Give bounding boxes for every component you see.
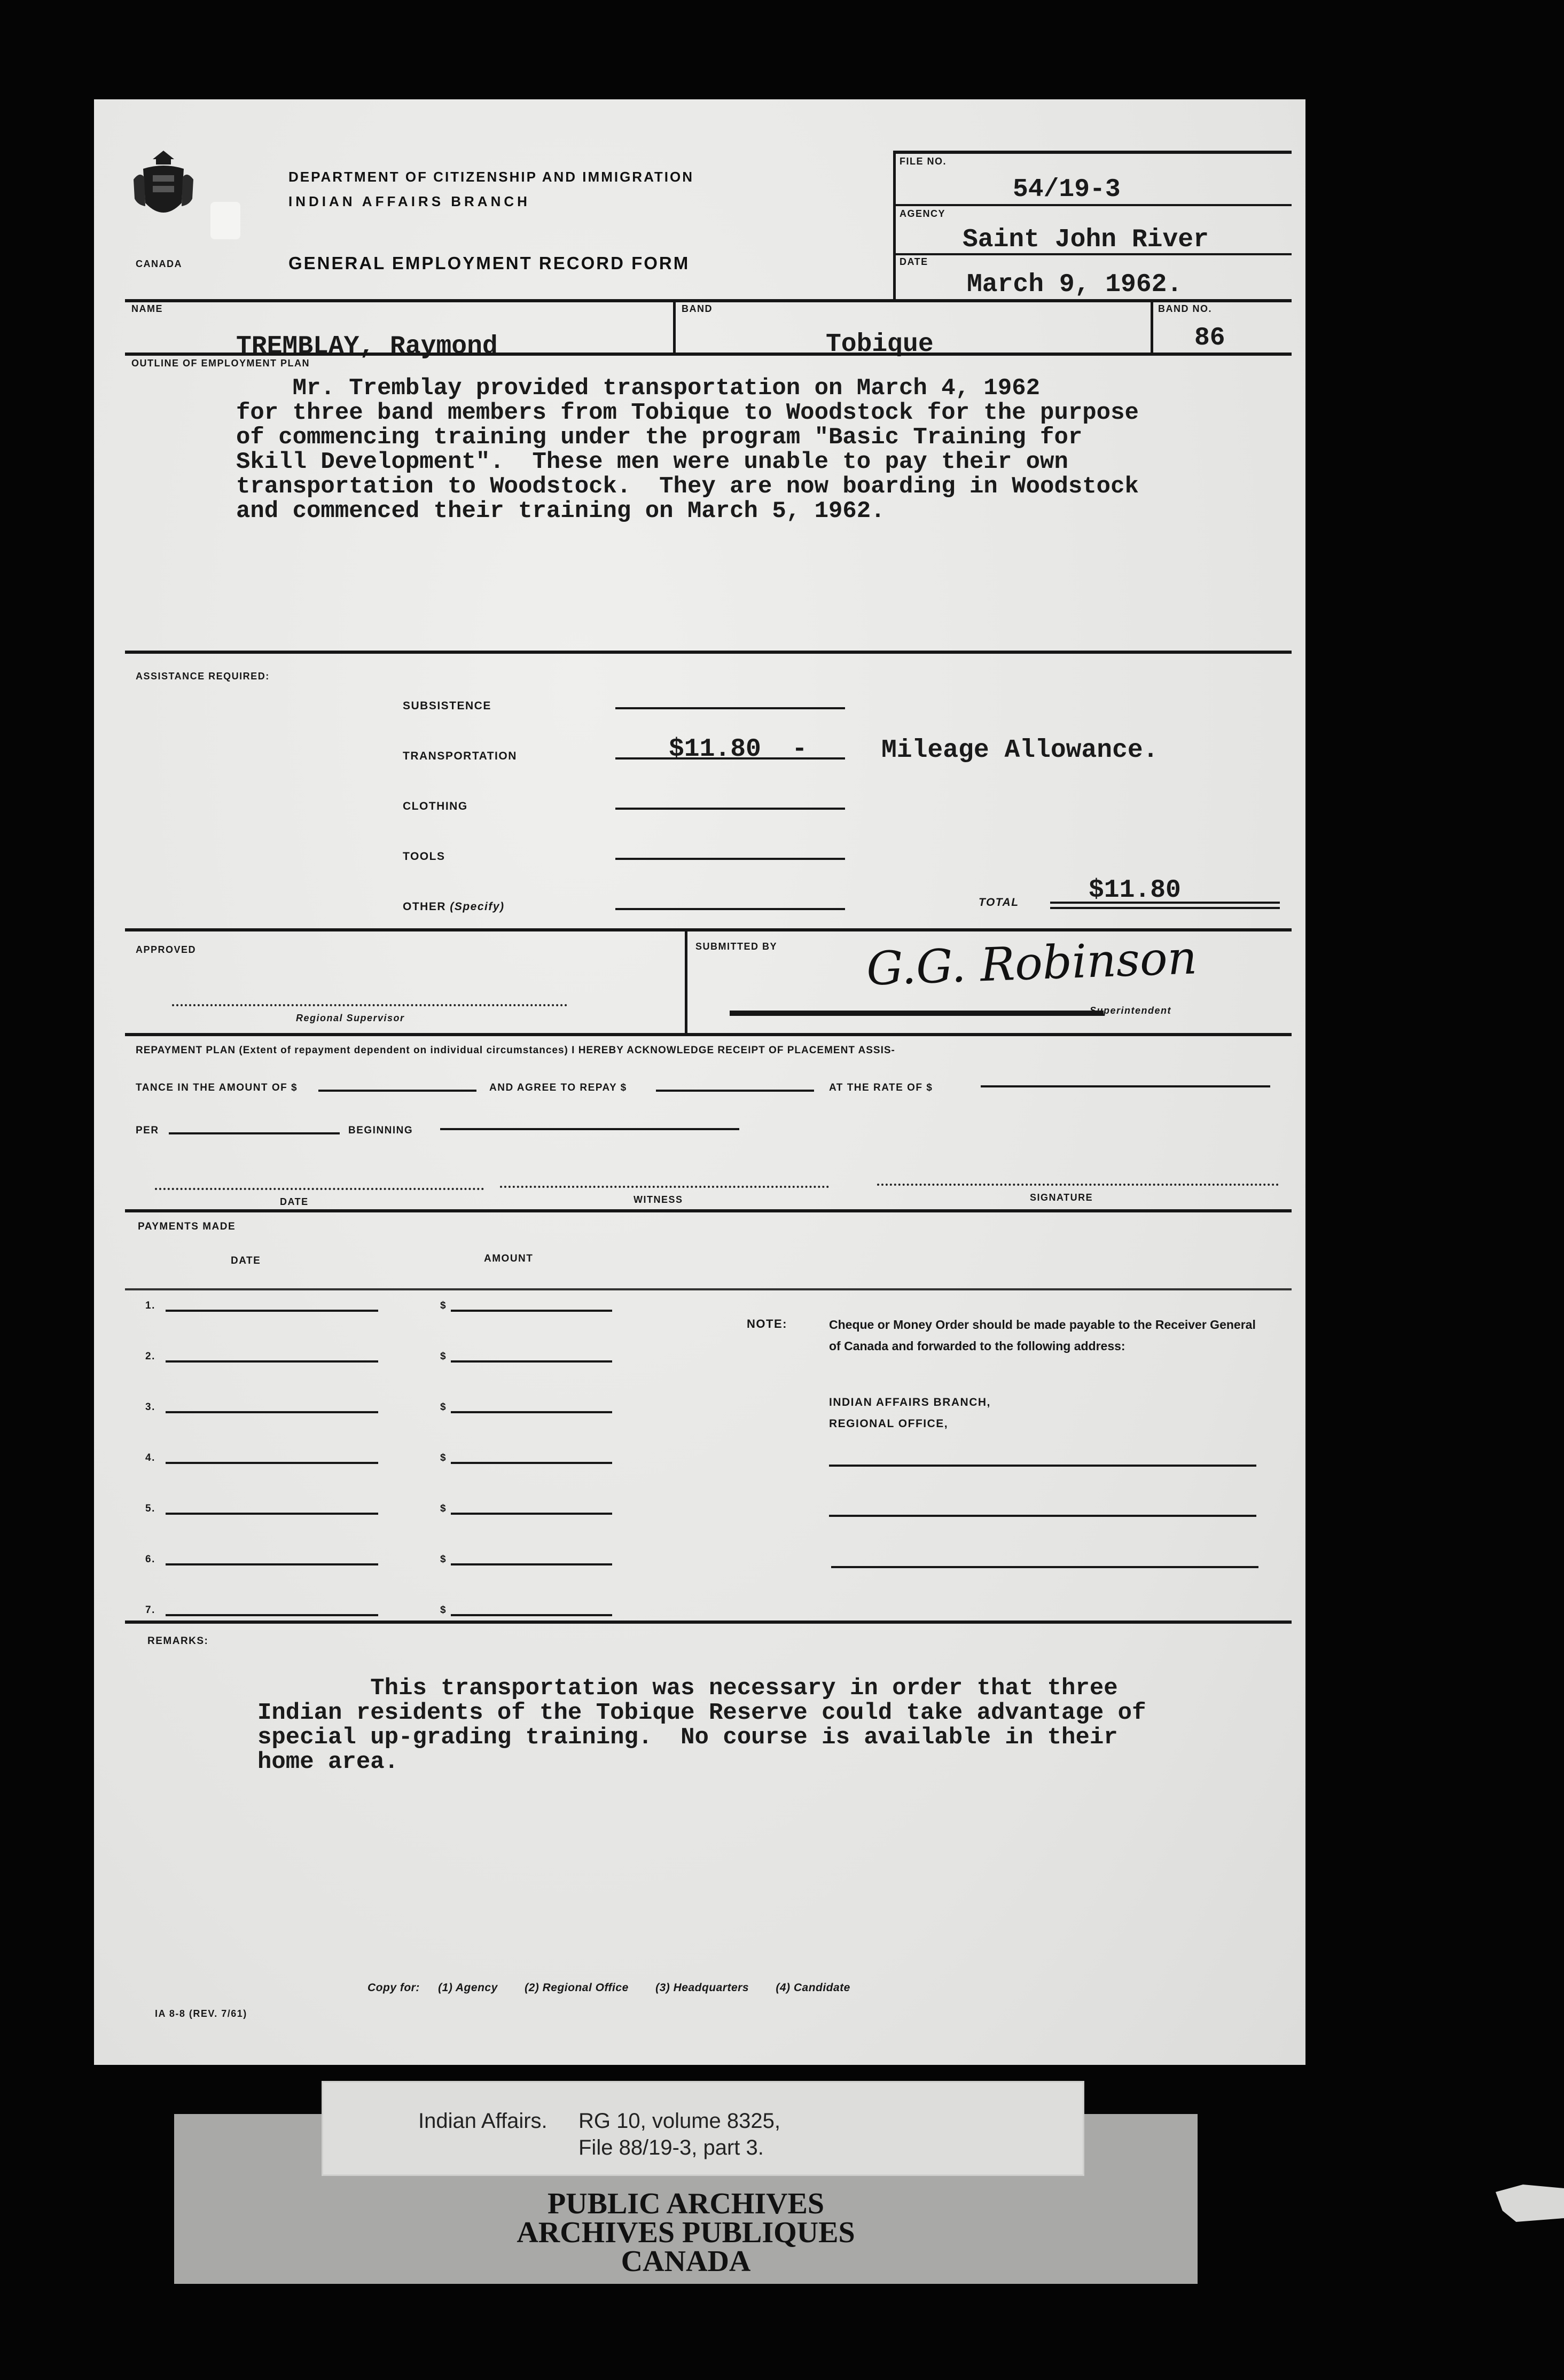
payment-amount-line bbox=[451, 1563, 612, 1565]
repayment-beginning-label: BEGINNING bbox=[348, 1125, 413, 1136]
plan-line: Skill Development". These men were unable to pay their own bbox=[236, 449, 1068, 475]
plan-line: for three band members from Tobique to Woodstock for the purpose bbox=[236, 400, 1139, 426]
agency-label: AGENCY bbox=[900, 208, 946, 219]
file-no-rule bbox=[893, 204, 1292, 206]
payment-row-number: 7. bbox=[145, 1604, 155, 1616]
film-edge-fragment bbox=[1496, 2185, 1564, 2222]
payment-date-line bbox=[166, 1360, 378, 1363]
repayment-plan-text: REPAYMENT PLAN (Extent of repayment dependent on individual circumstances) I HEREBY ACKNOWLEDGE RECEIPT OF PLACEMENT ASSIS- bbox=[136, 1045, 895, 1056]
remarks-top-rule bbox=[125, 1620, 1292, 1624]
employment-record-form bbox=[94, 99, 1305, 2065]
form-title: GENERAL EMPLOYMENT RECORD FORM bbox=[288, 253, 690, 273]
payment-amount-line bbox=[451, 1360, 612, 1363]
employment-plan-label: OUTLINE OF EMPLOYMENT PLAN bbox=[131, 358, 310, 369]
employment-plan-text bbox=[236, 376, 1139, 523]
archive-label-fonds: Indian Affairs. bbox=[418, 2109, 548, 2133]
regional-supervisor-label: Regional Supervisor bbox=[296, 1013, 405, 1023]
approval-divider bbox=[685, 928, 687, 1033]
remarks-line: home area. bbox=[257, 1749, 399, 1775]
assistance-top-rule bbox=[125, 651, 1292, 654]
payment-amount-line bbox=[451, 1614, 612, 1616]
remarks-line: This transportation was necessary in order that three bbox=[257, 1675, 1118, 1702]
payment-row-number: 6. bbox=[145, 1554, 155, 1565]
agency-value: Saint John River bbox=[963, 225, 1209, 254]
copy-agency: (1) Agency bbox=[438, 1982, 498, 1994]
payment-row-number: 4. bbox=[145, 1452, 155, 1463]
other-label-text: OTHER bbox=[403, 901, 446, 913]
payment-dollar-sign: $ bbox=[440, 1503, 447, 1514]
repayment-witness-label: WITNESS bbox=[634, 1194, 683, 1205]
repayment-beginning-line bbox=[440, 1128, 739, 1130]
repayment-signature-line bbox=[877, 1184, 1279, 1186]
archive-label-file: File 88/19-3, part 3. bbox=[578, 2136, 764, 2159]
repayment-date-line bbox=[155, 1188, 484, 1190]
payments-made-label: PAYMENTS MADE bbox=[138, 1221, 236, 1232]
payment-date-line bbox=[166, 1411, 378, 1413]
total-label: TOTAL bbox=[979, 896, 1019, 909]
payment-date-line bbox=[166, 1513, 378, 1515]
transportation-note: Mileage Allowance. bbox=[881, 736, 1159, 765]
subsistence-line bbox=[615, 707, 845, 709]
address-line-3 bbox=[831, 1566, 1258, 1568]
repayment-date-label: DATE bbox=[280, 1196, 309, 1207]
payment-row-number: 3. bbox=[145, 1402, 155, 1413]
repayment-agree-label: AND AGREE TO REPAY $ bbox=[489, 1082, 627, 1093]
remarks-label: REMARKS: bbox=[147, 1635, 209, 1647]
total-value: $11.80 bbox=[1089, 876, 1181, 905]
agency-rule bbox=[893, 253, 1292, 255]
plan-line: transportation to Woodstock. They are now boarding in Woodstock bbox=[236, 473, 1139, 500]
remarks-line: Indian residents of the Tobique Reserve could take advantage of bbox=[257, 1700, 1146, 1726]
payment-row-number: 2. bbox=[145, 1351, 155, 1362]
other-label bbox=[403, 901, 505, 913]
repayment-amount-line bbox=[318, 1090, 476, 1092]
archive-label-volume: RG 10, volume 8325, bbox=[578, 2109, 780, 2133]
payments-date-column: DATE bbox=[231, 1255, 261, 1266]
file-box-top-rule bbox=[893, 151, 1292, 154]
repayment-signature-label: SIGNATURE bbox=[1030, 1192, 1093, 1203]
clothing-line bbox=[615, 808, 845, 810]
repayment-top-rule bbox=[125, 1033, 1292, 1036]
address-line-2 bbox=[829, 1515, 1256, 1517]
approved-label: APPROVED bbox=[136, 944, 197, 955]
note-address-line1: INDIAN AFFAIRS BRANCH, bbox=[829, 1396, 991, 1408]
plan-line: Mr. Tremblay provided transportation on March 4, 1962 bbox=[236, 375, 1041, 402]
remarks-line: special up-grading training. No course is available in their bbox=[257, 1724, 1118, 1751]
band-divider bbox=[673, 299, 676, 353]
payment-dollar-sign: $ bbox=[440, 1351, 447, 1362]
name-row-top-rule bbox=[125, 299, 1292, 302]
other-line bbox=[615, 908, 845, 910]
transportation-line bbox=[615, 757, 845, 760]
regional-supervisor-line bbox=[172, 1004, 567, 1006]
form-number: IA 8-8 (REV. 7/61) bbox=[155, 2008, 247, 2019]
assistance-label: ASSISTANCE REQUIRED: bbox=[136, 671, 270, 682]
copy-headquarters: (3) Headquarters bbox=[655, 1982, 749, 1994]
paper-tag bbox=[210, 202, 240, 239]
tools-label: TOOLS bbox=[403, 850, 445, 863]
copy-for-label: Copy for: bbox=[367, 1982, 420, 1994]
band-no-value: 86 bbox=[1194, 324, 1225, 353]
repayment-per-line bbox=[169, 1132, 340, 1134]
transportation-value: $11.80 - bbox=[669, 735, 808, 764]
band-no-label: BAND NO. bbox=[1158, 303, 1212, 314]
payment-amount-line bbox=[451, 1513, 612, 1515]
plan-line: and commenced their training on March 5, 1962. bbox=[236, 498, 885, 524]
total-line bbox=[1050, 902, 1280, 904]
archive-reference-label bbox=[322, 2081, 1084, 2176]
address-line-1 bbox=[829, 1465, 1256, 1467]
copy-regional-office: (2) Regional Office bbox=[525, 1982, 629, 1994]
payments-amount-column: AMOUNT bbox=[484, 1253, 534, 1264]
plan-line: of commencing training under the program "Basic Training for bbox=[236, 424, 1083, 451]
note-address-line2: REGIONAL OFFICE, bbox=[829, 1418, 949, 1430]
submitter-signature: G.G. Robinson bbox=[865, 931, 1198, 996]
tools-line bbox=[615, 858, 845, 860]
copy-for-line bbox=[367, 1982, 850, 1994]
archive-stamp-line2: ARCHIVES PUBLIQUES bbox=[517, 2216, 855, 2249]
payment-dollar-sign: $ bbox=[440, 1604, 447, 1616]
repayment-agree-line bbox=[656, 1090, 814, 1092]
file-no-value: 54/19-3 bbox=[1013, 175, 1121, 204]
payments-header-rule bbox=[125, 1288, 1292, 1290]
payment-date-line bbox=[166, 1310, 378, 1312]
name-value: TREMBLAY, Raymond bbox=[236, 332, 498, 361]
payment-dollar-sign: $ bbox=[440, 1402, 447, 1413]
payment-row-number: 5. bbox=[145, 1503, 155, 1514]
plan-top-rule bbox=[125, 353, 1292, 356]
repayment-witness-line bbox=[500, 1186, 829, 1188]
approval-top-rule bbox=[125, 928, 1292, 931]
payment-dollar-sign: $ bbox=[440, 1300, 447, 1311]
total-double-line bbox=[1050, 907, 1280, 909]
payment-row-number: 1. bbox=[145, 1300, 155, 1311]
repayment-tance-label: TANCE IN THE AMOUNT OF $ bbox=[136, 1082, 298, 1093]
payment-amount-line bbox=[451, 1411, 612, 1413]
department-title: DEPARTMENT OF CITIZENSHIP AND IMMIGRATION bbox=[288, 169, 694, 185]
transportation-label: TRANSPORTATION bbox=[403, 750, 517, 762]
date-label: DATE bbox=[900, 256, 928, 267]
payment-date-line bbox=[166, 1563, 378, 1565]
remarks-text bbox=[257, 1676, 1146, 1774]
date-value: March 9, 1962. bbox=[967, 270, 1183, 299]
band-no-divider bbox=[1151, 299, 1153, 353]
signature-line bbox=[730, 1011, 1104, 1016]
repayment-rate-line bbox=[981, 1085, 1270, 1087]
band-value: Tobique bbox=[826, 330, 934, 359]
subsistence-label: SUBSISTENCE bbox=[403, 700, 491, 712]
note-label: NOTE: bbox=[747, 1317, 787, 1330]
payment-date-line bbox=[166, 1462, 378, 1464]
crest-caption: CANADA bbox=[136, 259, 182, 269]
copy-candidate: (4) Candidate bbox=[776, 1982, 850, 1994]
coat-of-arms-icon bbox=[131, 147, 196, 228]
branch-title: INDIAN AFFAIRS BRANCH bbox=[288, 193, 530, 209]
archive-stamp-line3: CANADA bbox=[621, 2245, 751, 2278]
payment-amount-line bbox=[451, 1310, 612, 1312]
payment-dollar-sign: $ bbox=[440, 1554, 447, 1565]
note-text: Cheque or Money Order should be made payable to the Receiver General of Canada and forwarded to the following address: bbox=[829, 1318, 1256, 1353]
submitted-by-label: SUBMITTED BY bbox=[695, 941, 777, 952]
payment-amount-line bbox=[451, 1462, 612, 1464]
payment-dollar-sign: $ bbox=[440, 1452, 447, 1463]
file-no-label: FILE NO. bbox=[900, 156, 947, 167]
repayment-per-label: PER bbox=[136, 1125, 159, 1136]
superintendent-label: Superintendent bbox=[1090, 1005, 1172, 1016]
archive-stamp-line1: PUBLIC ARCHIVES bbox=[547, 2187, 825, 2220]
file-box-left-rule bbox=[893, 151, 896, 299]
repayment-rate-label: AT THE RATE OF $ bbox=[829, 1082, 933, 1093]
band-label: BAND bbox=[682, 303, 713, 314]
clothing-label: CLOTHING bbox=[403, 800, 468, 812]
name-label: NAME bbox=[131, 303, 163, 314]
payment-date-line bbox=[166, 1614, 378, 1616]
payments-top-rule bbox=[125, 1209, 1292, 1212]
other-specify: (Specify) bbox=[450, 901, 505, 913]
